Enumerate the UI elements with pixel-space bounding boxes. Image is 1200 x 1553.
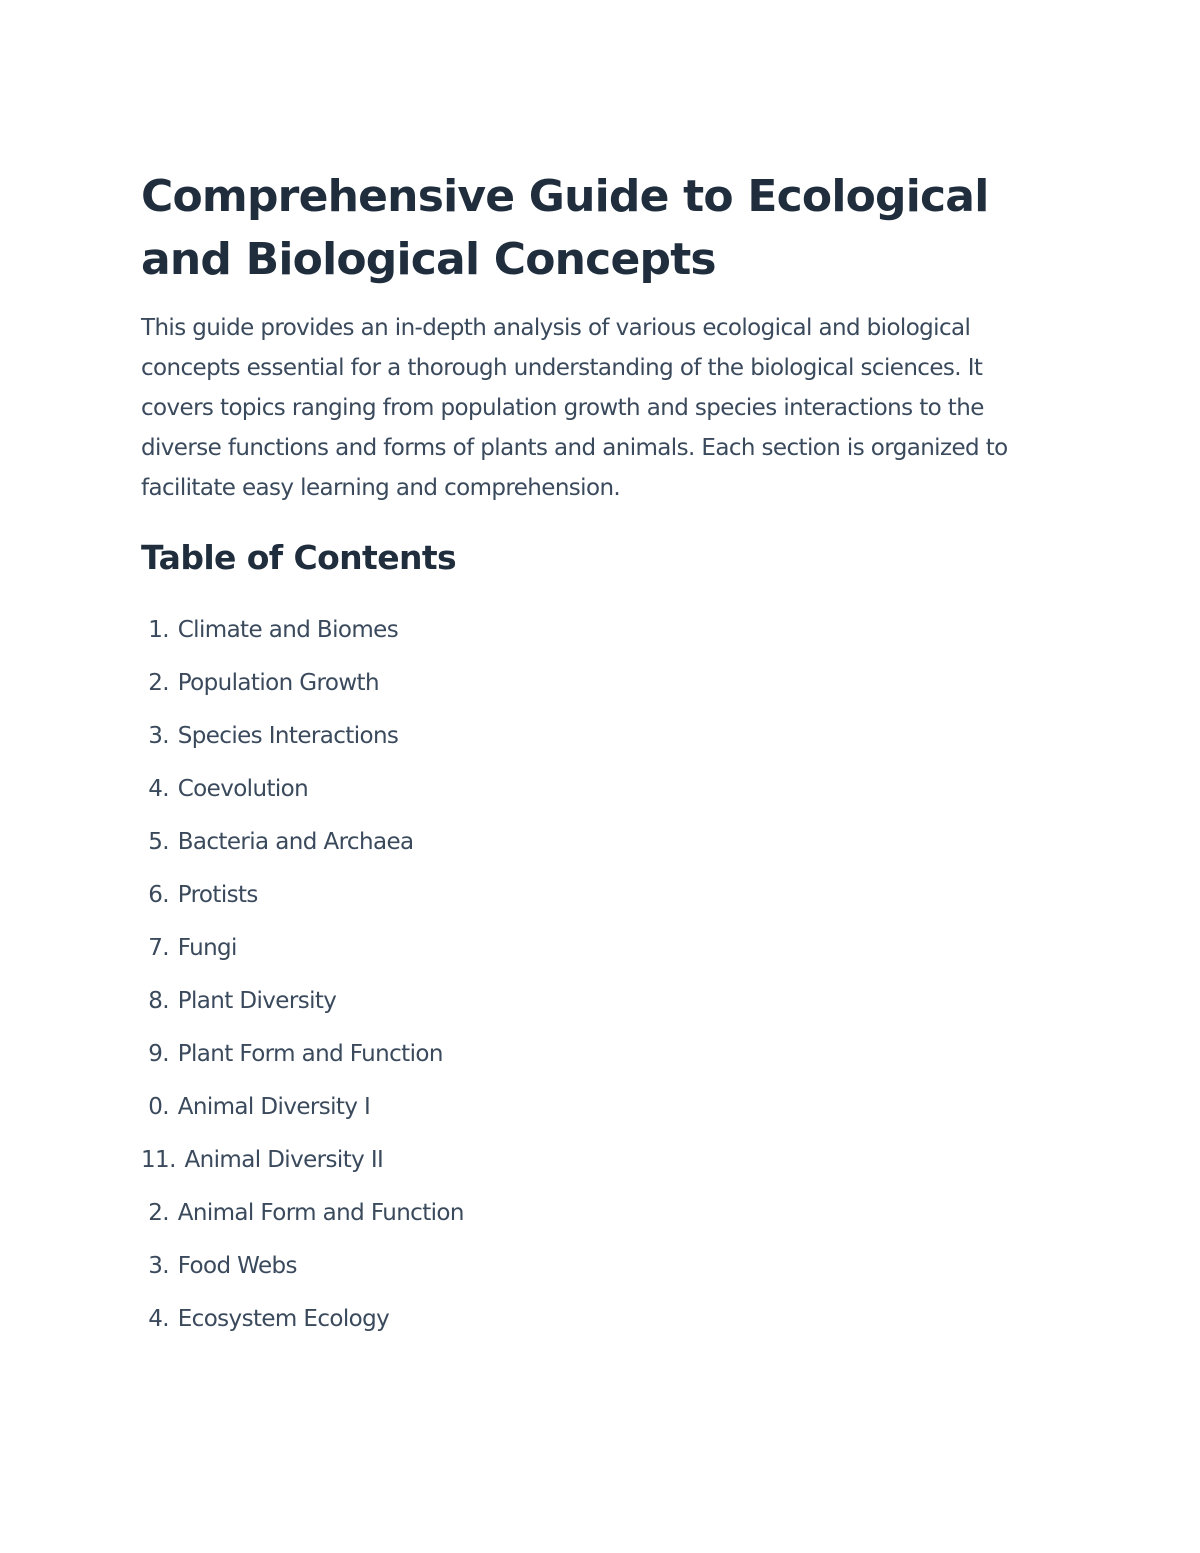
toc-item-number: 3.: [148, 1253, 169, 1279]
toc-item-number: 1.: [148, 617, 169, 643]
table-of-contents: [141, 604, 1071, 1346]
toc-item: [141, 657, 1071, 710]
toc-item: [141, 816, 1071, 869]
toc-item-number: 9.: [148, 1041, 169, 1067]
toc-item: [141, 1293, 1071, 1346]
toc-item-label: Animal Diversity II: [184, 1147, 384, 1173]
toc-item-label: Fungi: [177, 935, 237, 961]
toc-item: [141, 604, 1071, 657]
toc-item-number: 5.: [148, 829, 169, 855]
page-title: Comprehensive Guide to Ecological and Biological Concepts: [141, 171, 989, 285]
toc-item-number: 8.: [148, 988, 169, 1014]
toc-item: [141, 922, 1071, 975]
toc-item-number: 6.: [148, 882, 169, 908]
toc-item-label: Bacteria and Archaea: [177, 829, 414, 855]
toc-item-label: Animal Diversity I: [177, 1094, 371, 1120]
toc-item-number: 7.: [148, 935, 169, 961]
toc-item: [141, 975, 1071, 1028]
toc-heading: Table of Contents: [141, 538, 457, 577]
toc-item: [141, 1028, 1071, 1081]
toc-item: [141, 1240, 1071, 1293]
toc-item-label: Ecosystem Ecology: [177, 1306, 390, 1332]
toc-item-label: Food Webs: [177, 1253, 297, 1279]
toc-item: [141, 1081, 1071, 1134]
toc-item-label: Climate and Biomes: [177, 617, 399, 643]
toc-item-number: 2.: [148, 670, 169, 696]
toc-item-label: Plant Form and Function: [177, 1041, 443, 1067]
toc-item-label: Species Interactions: [177, 723, 399, 749]
toc-item-label: Coevolution: [177, 776, 309, 802]
toc-item-number: 2.: [148, 1200, 169, 1226]
toc-item-label: Population Growth: [177, 670, 379, 696]
toc-item-number: 3.: [148, 723, 169, 749]
toc-item-label: Animal Form and Function: [177, 1200, 464, 1226]
toc-item: [141, 1134, 1071, 1187]
toc-item: [141, 1187, 1071, 1240]
toc-item-number: 0.: [148, 1094, 169, 1120]
toc-item: [141, 710, 1071, 763]
toc-item-number: 4.: [148, 1306, 169, 1332]
toc-item-number: 11.: [141, 1147, 176, 1173]
toc-item-label: Protists: [177, 882, 258, 908]
toc-item: [141, 869, 1071, 922]
toc-item: [141, 763, 1071, 816]
toc-item-number: 4.: [148, 776, 169, 802]
document-page: [141, 165, 1071, 1346]
toc-item-label: Plant Diversity: [177, 988, 337, 1014]
intro-paragraph: This guide provides an in-depth analysis of various ecological and biological concepts essential for a thorough understanding of the biological sciences. It covers topics ranging from population growth and species interactions to the diverse functions and forms of plants and animals. Each section is organized to facilitate easy learning and comprehension.: [141, 315, 1008, 501]
